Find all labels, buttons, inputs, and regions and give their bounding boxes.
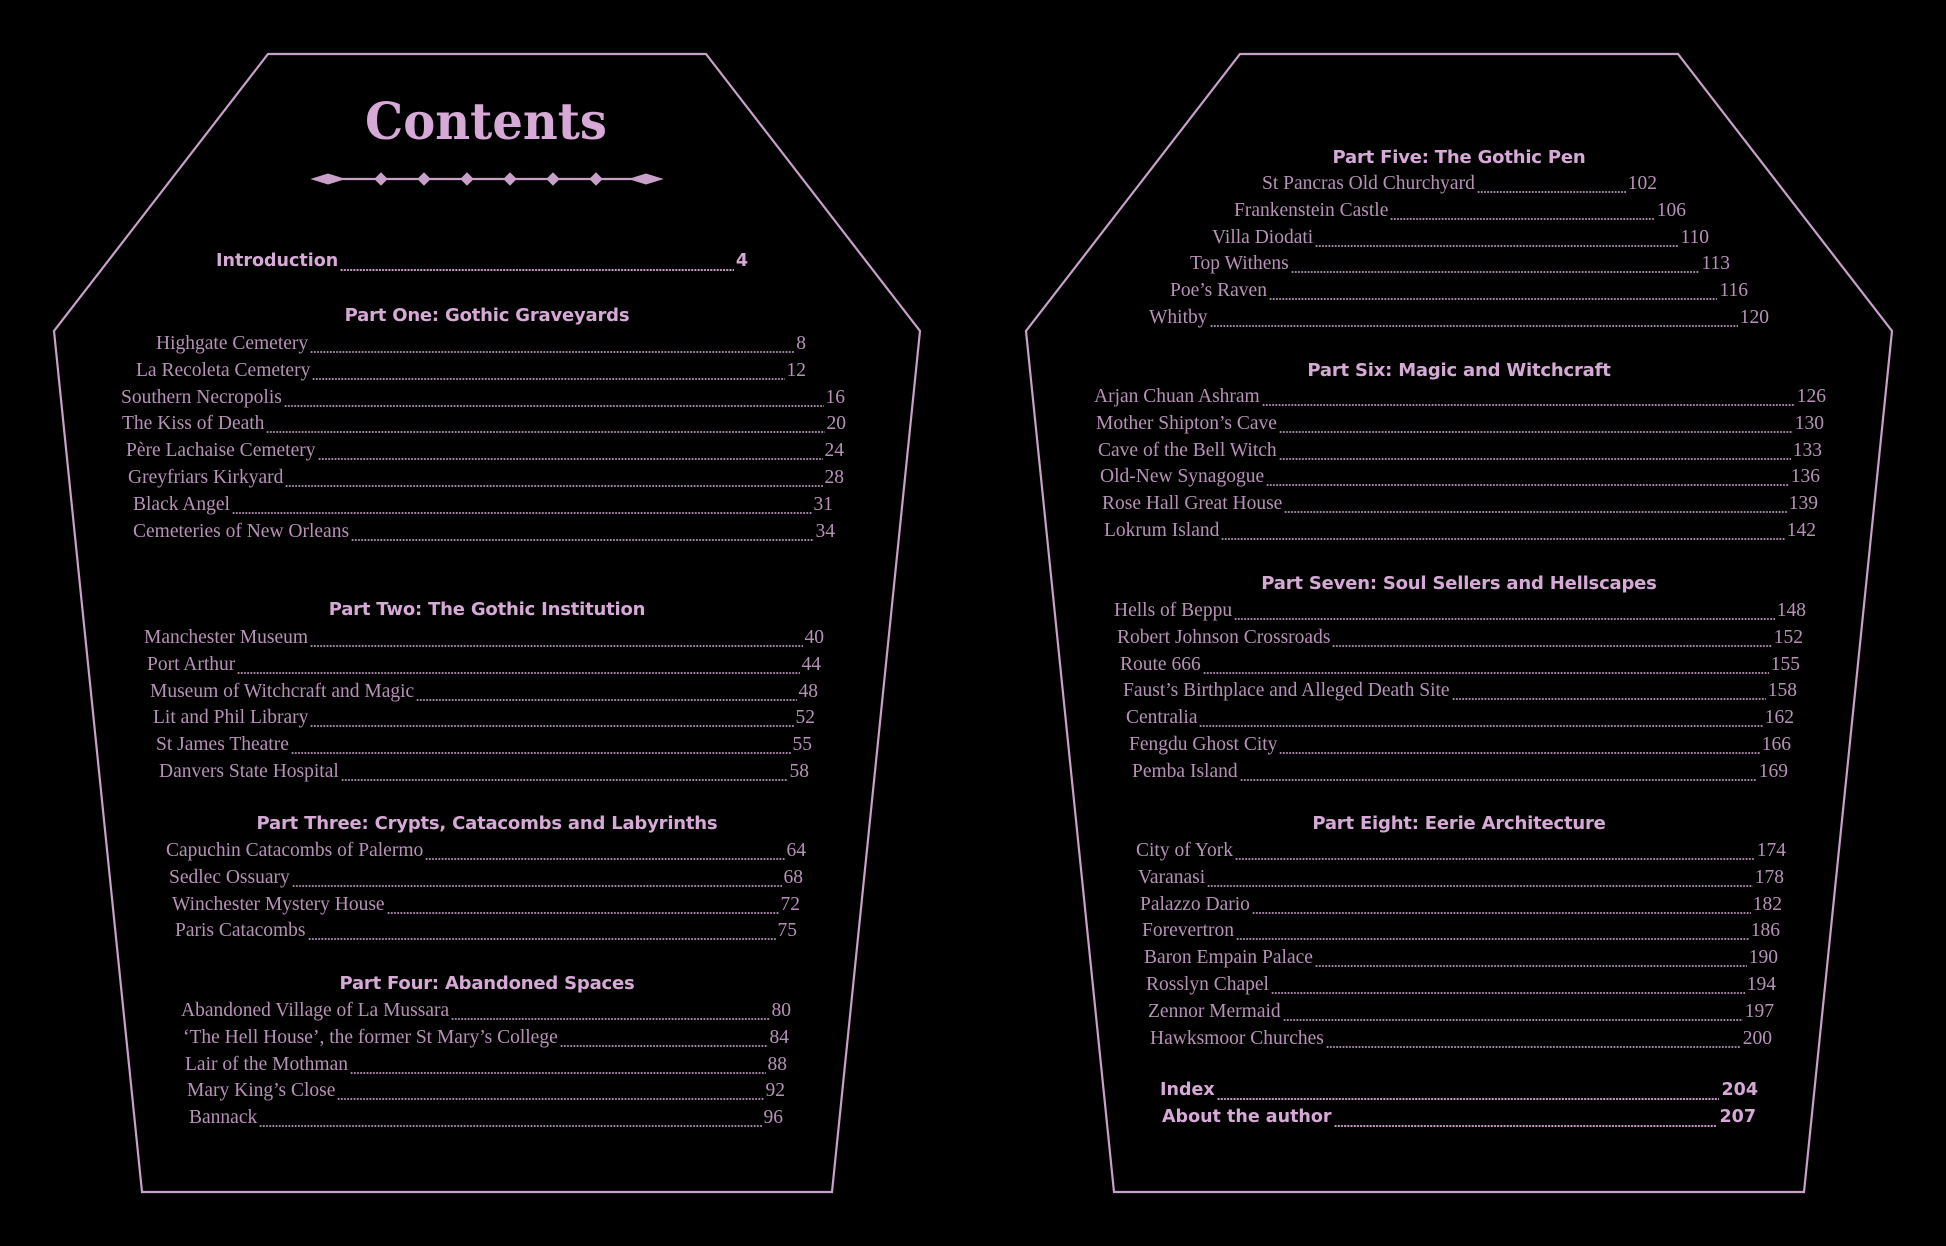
- page-number: 166: [1761, 734, 1791, 755]
- entry-title: La Recoleta Cemetery: [136, 359, 311, 381]
- toc-entry[interactable]: [1146, 974, 1776, 1000]
- entry-title: Winchester Mystery House: [172, 893, 385, 915]
- page-number: 20: [826, 413, 846, 435]
- page-number: 197: [1744, 1000, 1774, 1022]
- toc-entry[interactable]: [1096, 413, 1824, 439]
- toc-entry[interactable]: [159, 761, 809, 787]
- section-heading: Part One: Gothic Graveyards: [344, 305, 630, 326]
- entry-title: Zennor Mermaid: [1148, 1000, 1281, 1022]
- leader-dots: [310, 725, 793, 727]
- entry-title: Highgate Cemetery: [156, 333, 309, 354]
- leader-dots: [1269, 298, 1718, 300]
- leader-dots: [285, 485, 822, 487]
- leader-dots: [1210, 325, 1738, 327]
- toc-entry[interactable]: [169, 867, 803, 893]
- page-number: 190: [1748, 947, 1778, 969]
- leader-dots: [341, 779, 788, 781]
- toc-entry[interactable]: [1142, 920, 1780, 946]
- page-number: 178: [1754, 866, 1784, 888]
- leader-dots: [1390, 218, 1654, 220]
- entry-title: Baron Empain Palace: [1144, 947, 1313, 969]
- page-number: 16: [825, 386, 845, 408]
- page-number: 75: [777, 920, 797, 942]
- leader-dots: [1326, 1046, 1741, 1048]
- page-number: 158: [1767, 680, 1797, 702]
- toc-entry[interactable]: [1262, 173, 1657, 199]
- entry-title: The Kiss of Death: [122, 413, 265, 435]
- entry-title: Hawksmoor Churches: [1150, 1027, 1324, 1049]
- toc-entry[interactable]: [122, 413, 846, 439]
- leader-dots: [1279, 752, 1759, 754]
- entry-title: Arjan Chuan Ashram: [1094, 386, 1260, 407]
- entry-title: Top Withens: [1190, 253, 1289, 275]
- section-heading: Part Five: The Gothic Pen: [1332, 147, 1586, 168]
- section-heading: Part Seven: Soul Sellers and Hellscapes: [1261, 573, 1657, 594]
- leader-dots: [425, 858, 784, 860]
- leader-dots: [560, 1045, 768, 1047]
- page-number: 152: [1773, 626, 1803, 648]
- entry-title: Cemeteries of New Orleans: [133, 520, 350, 542]
- page-title: Contents: [365, 92, 607, 152]
- leader-dots: [451, 1018, 769, 1020]
- page-number: 84: [769, 1026, 789, 1048]
- leader-dots: [350, 1072, 766, 1074]
- leader-dots: [337, 1098, 763, 1100]
- page-number: 44: [801, 653, 821, 675]
- page-number: 12: [786, 359, 806, 381]
- toc-entry[interactable]: [1140, 894, 1782, 920]
- page-number: 80: [771, 1000, 791, 1021]
- entry-title: Villa Diodati: [1212, 226, 1314, 248]
- leader-dots: [1236, 938, 1749, 940]
- page-number: 68: [783, 866, 803, 888]
- toc-entry[interactable]: [1117, 627, 1803, 653]
- toc-entry[interactable]: [1212, 227, 1709, 253]
- entry-title: St Pancras Old Churchyard: [1262, 173, 1475, 194]
- section-heading: Part Four: Abandoned Spaces: [339, 973, 635, 994]
- page-number: 130: [1794, 412, 1824, 434]
- entry-title: Centralia: [1126, 707, 1198, 729]
- toc-entry[interactable]: [144, 627, 824, 653]
- toc-entry[interactable]: [1098, 440, 1822, 466]
- toc-entry[interactable]: [153, 707, 815, 733]
- leader-dots: [1315, 245, 1678, 247]
- leader-dots: [237, 672, 799, 674]
- leader-dots: [266, 431, 824, 433]
- page-number: 28: [824, 467, 844, 488]
- toc-entry[interactable]: [156, 734, 812, 760]
- entry-title: Whitby: [1149, 307, 1208, 328]
- toc-entry-index[interactable]: [1160, 1080, 1758, 1106]
- leader-dots: [1240, 779, 1757, 781]
- toc-entry[interactable]: [1148, 1001, 1774, 1027]
- toc-entry[interactable]: [1149, 307, 1769, 333]
- page-number: 142: [1786, 520, 1816, 541]
- toc-entry[interactable]: [150, 681, 818, 707]
- leader-dots: [1217, 1098, 1720, 1100]
- section-heading: Part Six: Magic and Witchcraft: [1307, 360, 1611, 381]
- entry-title: Museum of Witchcraft and Magic: [150, 680, 415, 702]
- page-number: 96: [763, 1107, 783, 1129]
- page-number: 110: [1680, 226, 1709, 248]
- page-number: 194: [1746, 974, 1776, 995]
- leader-dots: [340, 269, 734, 271]
- toc-entry[interactable]: [1190, 253, 1730, 279]
- page-number: 34: [815, 520, 835, 542]
- page-number: 8: [796, 333, 806, 354]
- toc-entry[interactable]: [1120, 654, 1800, 680]
- leader-dots: [1207, 885, 1753, 887]
- leader-dots: [318, 458, 823, 460]
- entry-title: Abandoned Village of La Mussara: [181, 1000, 450, 1021]
- entry-title: Poe’s Raven: [1170, 280, 1267, 302]
- toc-entry[interactable]: [175, 920, 797, 946]
- entry-title: Forevertron: [1142, 920, 1235, 942]
- entry-title: Rosslyn Chapel: [1146, 974, 1269, 995]
- leader-dots: [310, 351, 794, 353]
- entry-title: Mary King’s Close: [187, 1080, 336, 1102]
- leader-dots: [1279, 431, 1793, 433]
- entry-title: About the author: [1162, 1106, 1332, 1127]
- toc-entry[interactable]: [147, 654, 821, 680]
- entry-title: Index: [1160, 1080, 1215, 1100]
- toc-entry[interactable]: [1123, 680, 1797, 706]
- entry-title: St James Theatre: [156, 734, 289, 756]
- page-number: 48: [798, 680, 818, 702]
- entry-title: Greyfriars Kirkyard: [128, 467, 284, 488]
- entry-title: Lit and Phil Library: [153, 707, 309, 729]
- page-number: 155: [1770, 653, 1800, 675]
- page-number: 126: [1796, 386, 1826, 407]
- leader-dots: [351, 539, 813, 541]
- page-number: 174: [1756, 840, 1786, 861]
- page-number: 182: [1752, 893, 1782, 915]
- toc-entry[interactable]: [1150, 1028, 1772, 1054]
- toc-entry[interactable]: [133, 521, 835, 547]
- leader-dots: [1315, 965, 1747, 967]
- entry-title: Port Arthur: [147, 653, 236, 675]
- toc-entry[interactable]: [189, 1107, 783, 1133]
- entry-title: Paris Catacombs: [175, 920, 306, 942]
- leader-dots: [292, 885, 782, 887]
- ornament-divider: [312, 173, 662, 185]
- toc-entry[interactable]: [1132, 761, 1788, 787]
- leader-dots: [284, 405, 824, 407]
- page-number: 120: [1739, 307, 1769, 328]
- toc-entry[interactable]: [1104, 520, 1816, 546]
- page-number: 169: [1758, 760, 1788, 782]
- page-number: 139: [1788, 493, 1818, 515]
- leader-dots: [310, 645, 802, 647]
- toc-entry[interactable]: [1100, 466, 1820, 492]
- entry-title: Frankenstein Castle: [1234, 199, 1389, 221]
- leader-dots: [259, 1125, 761, 1127]
- toc-entry[interactable]: [1170, 280, 1748, 306]
- toc-entry[interactable]: [187, 1080, 785, 1106]
- toc-entry[interactable]: [1126, 707, 1794, 733]
- toc-entry[interactable]: [172, 894, 800, 920]
- entry-title: Danvers State Hospital: [159, 761, 339, 782]
- entry-title: Hells of Beppu: [1114, 600, 1233, 621]
- page-number: 40: [804, 627, 824, 648]
- leader-dots: [308, 938, 776, 940]
- toc-entry[interactable]: [1094, 386, 1826, 412]
- entry-title: Rose Hall Great House: [1102, 493, 1283, 515]
- page-number: 88: [767, 1053, 787, 1075]
- page-number: 58: [789, 761, 809, 782]
- entry-title: Fengdu Ghost City: [1129, 734, 1278, 755]
- leader-dots: [1279, 458, 1791, 460]
- entry-title: Sedlec Ossuary: [169, 866, 290, 888]
- entry-title: Southern Necropolis: [121, 386, 282, 408]
- entry-title: Faust’s Birthplace and Alleged Death Site: [1123, 680, 1450, 702]
- leader-dots: [1266, 484, 1789, 486]
- toc-entry[interactable]: [136, 360, 806, 386]
- toc-entry[interactable]: [1144, 947, 1778, 973]
- toc-entry[interactable]: [128, 467, 844, 493]
- leader-dots: [1252, 912, 1751, 914]
- leader-dots: [1199, 725, 1762, 727]
- leader-dots: [1334, 1125, 1718, 1127]
- toc-entry[interactable]: [181, 1000, 791, 1026]
- entry-title: Old-New Synagogue: [1100, 466, 1265, 488]
- entry-title: ‘The Hell House’, the former St Mary’s College: [183, 1026, 558, 1048]
- entry-title: Capuchin Catacombs of Palermo: [166, 840, 424, 861]
- leader-dots: [1332, 645, 1771, 647]
- entry-title: Black Angel: [133, 493, 230, 515]
- leader-dots: [387, 912, 779, 914]
- page-number: 106: [1656, 199, 1686, 221]
- entry-title: Manchester Museum: [144, 627, 309, 648]
- page-number: 64: [786, 840, 806, 861]
- leader-dots: [1203, 672, 1769, 674]
- page-number: 148: [1776, 600, 1806, 621]
- toc-entry[interactable]: [156, 333, 806, 359]
- page-number: 102: [1627, 173, 1657, 194]
- toc-entry[interactable]: [1114, 600, 1806, 626]
- leader-dots: [416, 699, 796, 701]
- page-number: 207: [1719, 1106, 1756, 1127]
- leader-dots: [1452, 698, 1766, 700]
- entry-title: Mother Shipton’s Cave: [1096, 412, 1277, 434]
- page-number: 162: [1764, 707, 1794, 729]
- toc-entry[interactable]: [133, 494, 833, 520]
- page-number: 200: [1742, 1027, 1772, 1049]
- leader-dots: [1291, 271, 1700, 273]
- toc-entry[interactable]: [126, 440, 844, 466]
- toc-entry[interactable]: [121, 387, 845, 413]
- leader-dots: [1283, 1019, 1743, 1021]
- entry-title: Lair of the Mothman: [185, 1053, 348, 1075]
- leader-dots: [1284, 511, 1786, 513]
- leader-dots: [232, 512, 812, 514]
- page-number: 31: [813, 493, 833, 515]
- leader-dots: [1235, 858, 1755, 860]
- entry-title: Palazzo Dario: [1140, 893, 1250, 915]
- section-heading: Part Eight: Eerie Architecture: [1312, 813, 1606, 834]
- page-number: 55: [792, 734, 812, 756]
- page-number: 113: [1701, 253, 1730, 275]
- page-number: 116: [1719, 280, 1748, 302]
- toc-entry-introduction[interactable]: [216, 251, 748, 277]
- toc-entry[interactable]: [1136, 840, 1786, 866]
- toc-entry[interactable]: [1138, 867, 1784, 893]
- entry-title: Introduction: [216, 251, 339, 271]
- entry-title: Pemba Island: [1132, 760, 1238, 782]
- page-number: 92: [765, 1080, 785, 1102]
- page-number: 136: [1790, 466, 1820, 488]
- page-number: 186: [1750, 920, 1780, 942]
- page-number: 52: [795, 707, 815, 729]
- leader-dots: [1262, 404, 1795, 406]
- entry-title: City of York: [1136, 840, 1233, 861]
- page-number: 24: [824, 440, 844, 462]
- toc-entry[interactable]: [1102, 493, 1818, 519]
- section-heading: Part Three: Crypts, Catacombs and Labyrinths: [256, 813, 718, 834]
- entry-title: Robert Johnson Crossroads: [1117, 626, 1331, 648]
- leader-dots: [1221, 538, 1784, 540]
- leader-dots: [291, 752, 791, 754]
- entry-title: Cave of the Bell Witch: [1098, 439, 1277, 461]
- leader-dots: [312, 378, 784, 380]
- entry-title: Lokrum Island: [1104, 520, 1220, 541]
- toc-entry-about-author[interactable]: [1162, 1107, 1756, 1133]
- entry-title: Varanasi: [1138, 866, 1206, 888]
- page-number: 72: [780, 893, 800, 915]
- toc-entry[interactable]: [1129, 734, 1791, 760]
- page-number: 204: [1721, 1080, 1758, 1100]
- entry-title: Route 666: [1120, 653, 1201, 675]
- toc-entry[interactable]: [1234, 200, 1686, 226]
- leader-dots: [1477, 191, 1626, 193]
- section-heading: Part Two: The Gothic Institution: [328, 599, 646, 620]
- toc-entry[interactable]: [185, 1054, 787, 1080]
- toc-entry[interactable]: [183, 1027, 789, 1053]
- leader-dots: [1234, 618, 1775, 620]
- page-number: 133: [1792, 439, 1822, 461]
- page-number: 4: [735, 251, 748, 271]
- toc-entry[interactable]: [166, 840, 806, 866]
- leader-dots: [1271, 992, 1745, 994]
- entry-title: Père Lachaise Cemetery: [126, 440, 316, 462]
- entry-title: Bannack: [189, 1107, 258, 1129]
